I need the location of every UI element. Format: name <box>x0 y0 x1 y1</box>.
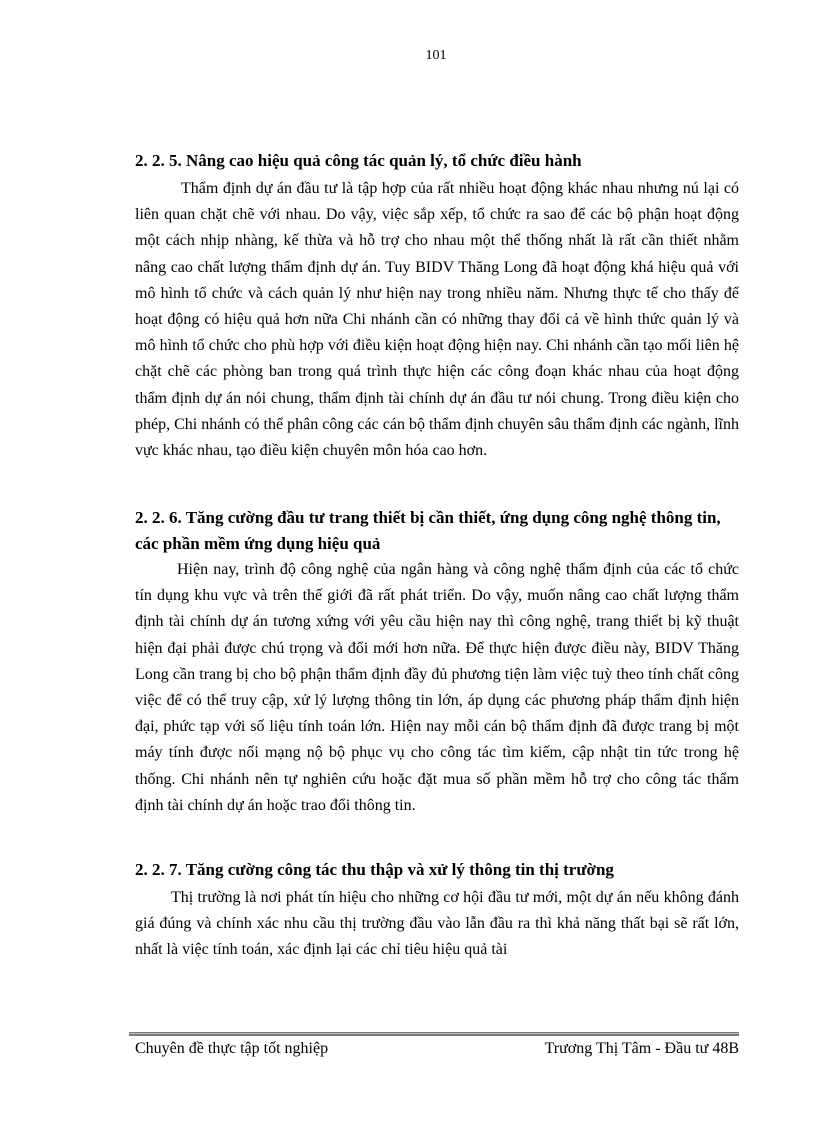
footer-left-text: Chuyên đề thực tập tốt nghiệp <box>135 1040 329 1057</box>
section-2-2-6 <box>135 505 739 819</box>
section-2-2-5 <box>135 148 739 464</box>
footer-divider <box>129 1032 739 1036</box>
section-paragraph: Hiện nay, trình độ công nghệ của ngân hàng và công nghệ thẩm định của các tổ chức tín dụng khu vực và trên thế giới đã rất phát triển. Do vậy, muốn nâng cao chất lượng thẩm định tài chính dự án tương xứng với yêu cầu hiện nay thì công nghệ, trang thiết bị kỹ thuật hiện đại phải được chú trọng và đổi mới hơn nữa. Để thực hiện được điều này, BIDV Thăng Long cần trang bị cho bộ phận thẩm định đầy đủ phương tiện làm việc tuỳ theo tính chất công việc để có thể truy cập, xử lý lượng thông tin lớn, áp dụng các phương pháp thẩm định hiện đại, phức tạp với số liệu tính toán lớn. Hiện nay mỗi cán bộ thẩm định đã được trang bị một máy tính được nối mạng nộ bộ phục vụ cho công tác tìm kiếm, cập nhật tin tức trong hệ thống. Chi nhánh nên tự nghiên cứu hoặc đặt mua số phần mềm hỗ trợ cho công tác thẩm định tài chính dự án hoặc trao đổi thông tin. <box>135 561 739 814</box>
section-paragraph: Thị trường là nơi phát tín hiệu cho những cơ hội đầu tư mới, một dự án nếu không đánh giá đúng và chính xác nhu cầu thị trường đầu vào lẫn đầu ra thì khả năng thất bại sẽ rất lớn, nhất là việc tính toán, xác định lại các chỉ tiêu hiệu quả tài <box>135 889 739 959</box>
footer-right-text: Trương Thị Tâm - Đầu tư 48B <box>544 1040 739 1057</box>
section-paragraph: Thẩm định dự án đầu tư là tập hợp của rất nhiều hoạt động khác nhau nhưng nú lại có liên quan chặt chẽ với nhau. Do vậy, việc sắp xếp, tổ chức ra sao để các bộ phận hoạt động một cách nhịp nhàng, kế thừa và hỗ trợ cho nhau một thể thống nhất là rất cần thiết nhằm nâng cao chất lượng thẩm định dự án. Tuy BIDV Thăng Long đã hoạt động khá hiệu quả với mô hình tổ chức và cách quản lý như hiện nay trong nhiều năm. Nhưng thực tế cho thấy để hoạt động có hiệu quả hơn nữa Chi nhánh cần có những thay đổi cả về hình thức quản lý và mô hình tổ chức cho phù hợp với điều kiện hoạt động hiện nay. Chi nhánh cần tạo mối liên hệ chặt chẽ các phòng ban trong quá trình thực hiện các công đoạn khác nhau của hoạt động thẩm định dự án nói chung, thẩm định tài chính dự án đầu tư nói chung. Trong điều kiện cho phép, Chi nhánh có thể phân công các cán bộ thẩm định chuyên sâu thẩm định các ngành, lĩnh vực khác nhau, tạo điều kiện chuyên môn hóa cao hơn. <box>135 180 739 460</box>
section-heading: 2. 2. 5. Nâng cao hiệu quả công tác quản lý, tổ chức điều hành <box>135 151 582 170</box>
section-2-2-7 <box>135 857 739 964</box>
section-heading: 2. 2. 6. Tăng cường đầu tư trang thiết bị cần thiết, ứng dụng công nghệ thông tin, các phần mềm ứng dụng hiệu quả <box>135 508 721 553</box>
page-footer <box>135 1040 739 1058</box>
section-heading: 2. 2. 7. Tăng cường công tác thu thập và xử lý thông tin thị trường <box>135 860 614 879</box>
page-number: 101 <box>425 48 447 63</box>
